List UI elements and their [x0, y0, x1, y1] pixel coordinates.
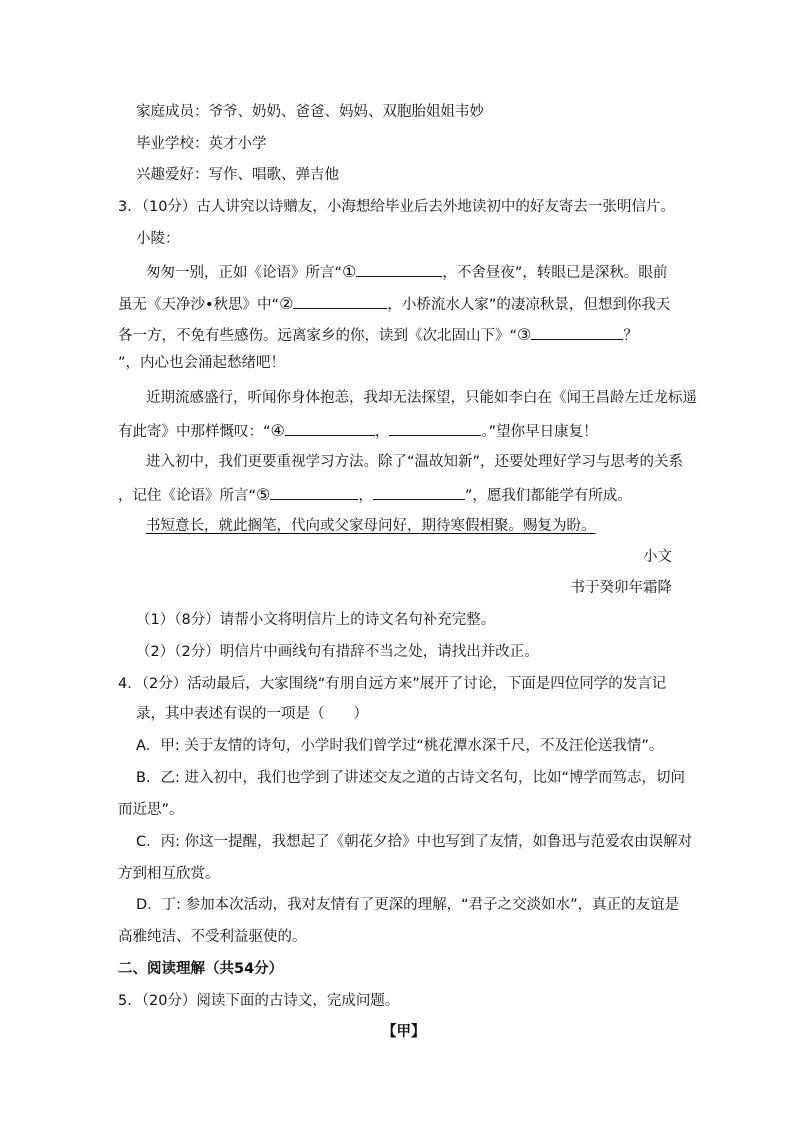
- option-b-line-1[interactable]: B．乙: 进入初中，我们也学到了讲述交友之道的古诗文名句，比如“博学而笃志，切问: [136, 770, 685, 786]
- blank-number-3: ③: [517, 325, 532, 344]
- blank-number-1: ①: [342, 262, 357, 281]
- postcard-line-4: ”，内心也会涌起愁绪吧！: [118, 355, 286, 371]
- profile-family: 家庭成员：爷爷、奶奶、爸爸、妈妈、双胞胎姐姐韦妙: [136, 104, 484, 120]
- question-5-stem: 5．（20分）阅读下面的古诗文，完成问题。: [118, 993, 400, 1009]
- option-d-line-2: 高雅纯洁、不受利益驱使的。: [118, 929, 307, 945]
- question-3-sub-2: （2）（2分）明信片中画线句有措辞不当之处，请找出并改正。: [136, 644, 539, 660]
- profile-hobby: 兴趣爱好：写作、唱歌、弹吉他: [136, 167, 339, 183]
- fill-blank-3[interactable]: [531, 324, 623, 340]
- postcard-line-1: 匆匆一别，正如《论语》所言“① ，不舍昼夜”，转眼已是深秋。眼前: [146, 262, 668, 281]
- blank-number-2: ②: [279, 294, 294, 313]
- postcard-line-7: 进入初中，我们更要重视学习方法。除了“温故知新”，还要处理好学习与思考的关系: [146, 454, 684, 470]
- signature-date: 书于癸卯年霜降: [570, 580, 672, 596]
- fill-blank-2[interactable]: [293, 293, 387, 309]
- fill-blank-5b[interactable]: [373, 484, 465, 500]
- postcard-salutation: 小陵：: [136, 231, 180, 247]
- fill-blank-1[interactable]: [356, 261, 442, 277]
- question-4-stem-1: 4．（2分）活动最后，大家围绕“有朋自远方来”展开了讨论，下面是四位同学的发言记: [118, 676, 667, 692]
- question-3-sub-1: （1）（8分）请帮小文将明信片上的诗文名句补充完整。: [136, 612, 496, 628]
- fill-blank-5a[interactable]: [270, 484, 358, 500]
- blank-number-5: ⑤: [256, 485, 271, 504]
- option-b-line-2: 而近思”。: [118, 802, 184, 818]
- signature-name: 小文: [643, 549, 672, 565]
- postcard-line-6: 有此寄》中那样慨叹：“④ ， 。”望你早日康复！: [118, 421, 598, 440]
- postcard-line-5: 近期流感盛行，听闻你身体抱恙，我却无法探望，只能如李白在《闻王昌龄左迁龙标遥: [146, 390, 697, 406]
- question-3-stem: 3．（10分）古人讲究以诗赠友，小海想给毕业后去外地读初中的好友寄去一张明信片。: [118, 199, 675, 215]
- profile-school: 毕业学校：英才小学: [136, 136, 267, 152]
- blank-number-4: ④: [270, 421, 285, 440]
- option-c-line-2: 方到相互欣赏。: [118, 866, 220, 882]
- option-d-line-1[interactable]: D．丁: 参加本次活动，我对友情有了更深的理解，“君子之交淡如水”，真正的友谊是: [136, 897, 680, 913]
- postcard-line-8: ，记住《论语》所言“⑤ ， ”，愿我们都能学有所成。: [118, 485, 632, 504]
- postcard-line-3: 各一方，不免有些感伤。远离家乡的你，读到《次北固山下》“③ ？: [118, 325, 638, 344]
- option-c-line-1[interactable]: C．丙: 你这一提醒，我想起了《朝花夕拾》中也写到了友情，如鲁迅与范爱农由误解对: [136, 834, 693, 850]
- section-2-heading: 二、阅读理解（共54分）: [118, 961, 284, 977]
- question-4-stem-2: 录，其中表述有误的一项是（ ）: [136, 706, 368, 722]
- postcard-line-2: 虽无《天净沙•秋思》中“② ，小桥流水人家”的凄凉秋景，但想到你我天: [118, 294, 671, 313]
- passage-jia-label: 【甲】: [382, 1024, 426, 1040]
- underlined-sentence: 书短意长，就此搁笔，代向或父家母问好，期待寒假相聚。赐复为盼。: [146, 518, 596, 534]
- fill-blank-4a[interactable]: [285, 420, 375, 436]
- fill-blank-4b[interactable]: [389, 420, 481, 436]
- option-a[interactable]: A．甲: 关于友情的诗句，小学时我们曾学过“桃花潭水深千尺，不及汪伦送我情”。: [136, 738, 664, 754]
